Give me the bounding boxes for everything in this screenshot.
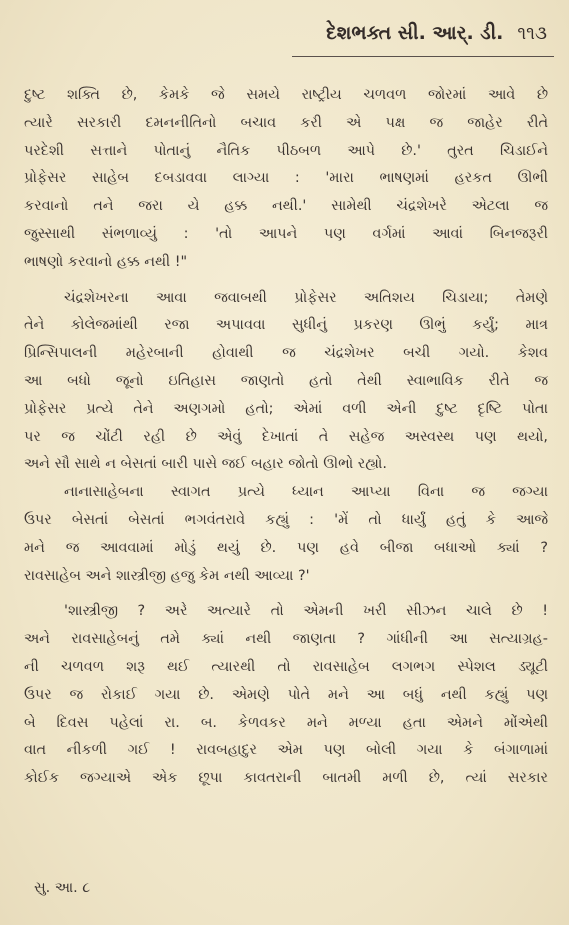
text-line: 'શાસ્ત્રીજી ? અરે અત્યારે તો એમની ખરી સીઝન ચાલે છે ! [64, 603, 548, 620]
body-text [24, 82, 548, 793]
text-line: મને જ આવવામાં મોડું થયું છે. પણ હવે બીજા બધાઓ ક્યાં ? [24, 539, 548, 556]
text-line: દુષ્ટ શક્તિ છે, કેમકે જે સમયે રાષ્ટ્રીય ચળવળ જોરમાં આવે છે [24, 87, 548, 103]
text-line: ત્યારે સરકારી દમનનીતિનો બચાવ કરી એ પક્ષ જ જાહેર રીતે [24, 114, 548, 131]
text-line: પરદેશી સત્તાને પોતાનું નૈતિક પીઠબળ આપે છે.' તુરત ચિડાઈને [24, 142, 548, 159]
text-line: અને રાવસાહેબનું તમે ક્યાં નથી જાણતા ? ગાંધીની આ સત્યાગ્રહ- [24, 631, 548, 648]
text-line: ઉપર જ રોકાઈ ગયા છે. એમણે પોતે મને આ બધું નથી કહ્યું પણ [24, 686, 548, 703]
paragraph [24, 598, 548, 793]
page-number: ૧૧૩ [517, 23, 547, 44]
text-line: પ્રોફેસર પ્રત્યે તેને અણગમો હતો; એમાં વળી એની દુષ્ટ દૃષ્ટિ પોતા [24, 400, 548, 417]
text-line: ની ચળવળ શરૂ થઈ ત્યારથી તો રાવસાહેબ લગભગ સ્પેશલ ડ્યૂટી [24, 658, 548, 675]
text-line: પ્રોફેસર સાહેબ દબડાવવા લાગ્યા : 'મારા ભાષણમાં હરકત ઊભી [24, 170, 548, 187]
running-title: દેશભક્ત સી. આર્. ડી. [326, 22, 504, 44]
header-rule [292, 56, 554, 57]
text-line: કોઈક જગ્યાએ એક છૂપા કાવતરાની બાતમી મળી છે, ત્યાં સરકાર [24, 770, 548, 787]
text-line: જુસ્સાથી સંભળાવ્યું : 'તો આપને પણ વર્ગમાં આવાં બિનજરૂરી [24, 225, 548, 242]
text-line: નાનાસાહેબના સ્વાગત પ્રત્યે ધ્યાન આપ્યા વિના જ જગ્યા [64, 484, 548, 501]
text-line: ચંદ્રશેખરના આવા જવાબથી પ્રોફેસર અતિશય ચિડાયા; તેમણે [64, 289, 548, 306]
text-line: કરવાનો તને જરા યે હક્ક નથી.' સામેથી ચંદ્રશેખરે એટલા જ [24, 198, 548, 215]
text-line: પ્રિન્સિપાલની મહેરબાની હોવાથી જ ચંદ્રશેખર બચી ગયો. કેશવ [24, 345, 548, 362]
page-header [326, 22, 547, 50]
paragraph [24, 479, 548, 590]
text-line: રાવસાહેબ અને શાસ્ત્રીજી હજુ કેમ નથી આવ્યા ?' [24, 567, 310, 584]
text-line: ઉપર બેસતાં બેસતાં ભગવંતરાવે કહ્યું : 'મેં તો ધાર્યું હતું કે આજે [24, 511, 548, 528]
text-line: વાત નીકળી ગઈ ! રાવબહાદુર એમ પણ બોલી ગયા કે બંગાળામાં [24, 742, 548, 759]
paragraph [24, 82, 548, 277]
text-line: આ બધો જૂનો ઇતિહાસ જાણતો હતો તેથી સ્વાભાવિક રીતે જ [24, 372, 548, 389]
paragraph [24, 285, 548, 480]
signature-mark: સુ. આ. ૮ [34, 880, 91, 896]
text-line: ભાષણો કરવાનો હક્ક નથી !" [24, 253, 188, 270]
text-line: બે દિવસ પહેલાં રા. બ. કેળવકર મને મળ્યા હતા એમને મોંએથી [24, 714, 548, 731]
text-line: તેને કોલેજમાંથી રજા અપાવવા સુધીનું પ્રકરણ ઊભું કર્યું; માત્ર [24, 317, 548, 334]
text-line: અને સૌ સાથે ન બેસતાં બારી પાસે જઈ બહાર જોતો ઊભો રહ્યો. [24, 456, 387, 473]
text-line: પર જ ચોંટી રહી છે એવું દેખાતાં તે સહેજ અસ્વસ્થ પણ થયો, [24, 428, 548, 445]
